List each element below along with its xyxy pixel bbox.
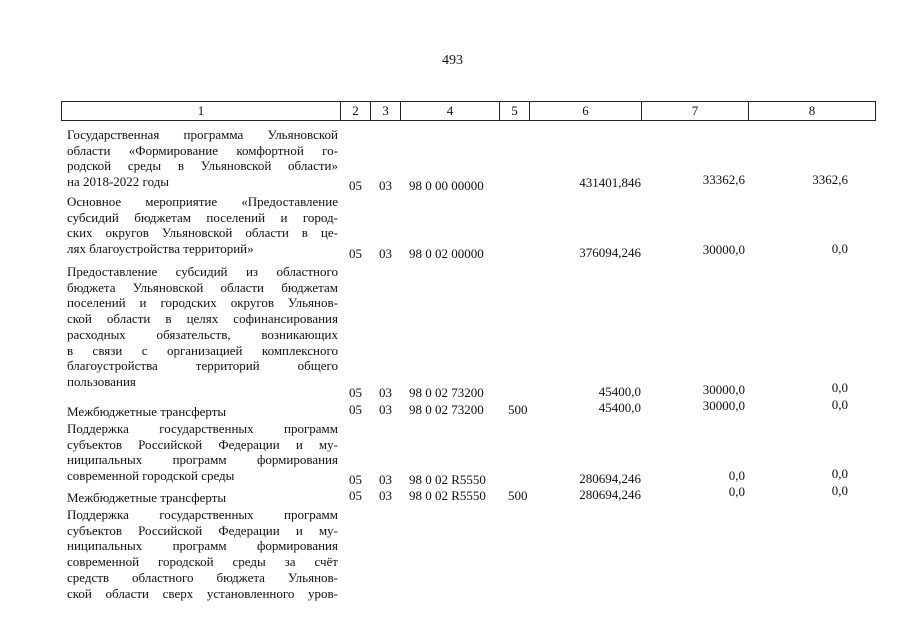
cell-csr: 98 0 02 R5550 [409, 472, 486, 487]
cell-csr: 98 0 02 73200 [409, 402, 484, 417]
cell-col8: 0,0 [831, 466, 848, 481]
table-header [61, 101, 876, 121]
description-line: современной городской среды [67, 468, 235, 484]
header-col-3: 3 [371, 102, 401, 120]
cell-col6: 376094,246 [579, 245, 641, 260]
description-line: субъектов Российской Федерации и му- [67, 436, 338, 452]
cell-rz: 05 [349, 488, 362, 503]
cell-csr: 98 0 02 00000 [409, 246, 484, 261]
cell-pr: 03 [379, 178, 392, 193]
cell-rz: 05 [349, 178, 362, 193]
cell-pr: 03 [379, 246, 392, 261]
table-row-description [67, 507, 338, 601]
header-col-4: 4 [401, 102, 500, 120]
cell-pr: 03 [379, 402, 392, 417]
description-line: ниципальных программ формирования [67, 538, 338, 554]
cell-col7: 30000,0 [702, 382, 745, 397]
table-row-description [67, 490, 338, 506]
cell-rz: 05 [349, 385, 362, 400]
description-line: Поддержка государственных программ [67, 421, 338, 436]
cell-csr: 98 0 02 73200 [409, 385, 484, 400]
description-line: бюджета Ульяновской области бюджетам [67, 279, 338, 295]
cell-csr: 98 0 02 R5550 [409, 488, 486, 503]
description-line: ских округов Ульяновской области в це- [67, 225, 338, 241]
cell-csr: 98 0 00 00000 [409, 178, 484, 193]
cell-rz: 05 [349, 246, 362, 261]
header-col-5: 5 [500, 102, 530, 120]
cell-col6: 431401,846 [579, 175, 641, 190]
description-line: ниципальных программ формирования [67, 452, 338, 468]
description-line: субъектов Российской Федерации и му- [67, 522, 338, 538]
description-line: в связи с организацией комплексного [67, 342, 338, 358]
header-col-2: 2 [341, 102, 371, 120]
description-line: поселений и городских округов Ульянов- [67, 295, 338, 311]
cell-pr: 03 [379, 472, 392, 487]
cell-col7: 33362,6 [702, 172, 745, 187]
cell-rz: 05 [349, 472, 362, 487]
header-col-6: 6 [530, 102, 642, 120]
table-row-description [67, 421, 338, 484]
description-line: ской области сверх установленного уров- [67, 585, 338, 601]
cell-col6: 280694,246 [579, 487, 641, 502]
cell-pr: 03 [379, 385, 392, 400]
cell-vr: 500 [508, 488, 528, 503]
page-number: 493 [442, 53, 463, 68]
cell-pr: 03 [379, 488, 392, 503]
cell-rz: 05 [349, 402, 362, 417]
cell-col6: 45400,0 [598, 384, 641, 399]
table-row-description [67, 264, 338, 390]
description-line: на 2018-2022 годы [67, 174, 170, 190]
table-row-description [67, 404, 338, 420]
header-col-8: 8 [808, 103, 816, 118]
header-col-7: 7 [642, 102, 749, 120]
cell-col8: 0,0 [831, 397, 848, 412]
description-line: области «Формирование комфортной го- [67, 142, 338, 158]
table-row-description [67, 194, 338, 257]
cell-col6: 45400,0 [598, 400, 641, 415]
description-line: средств областного бюджета Ульянов- [67, 569, 338, 585]
description-line: родской среды в Ульяновской области» [67, 158, 338, 174]
description-line: Основное мероприятие «Предоставление [67, 194, 338, 209]
description-line: ской области в целях софинансирования [67, 311, 338, 327]
cell-col7: 0,0 [728, 468, 745, 483]
description-line: современной городской среды за счёт [67, 554, 338, 570]
cell-col7: 0,0 [728, 484, 745, 499]
description-line: Предоставление субсидий из областного [67, 264, 338, 279]
cell-col8: 0,0 [831, 241, 848, 256]
cell-vr: 500 [508, 402, 528, 417]
table-row-description [67, 127, 338, 190]
description-line: благоустройства территорий общего [67, 358, 338, 374]
description-line: пользования [67, 373, 136, 389]
description-line: Межбюджетные трансферты [67, 404, 227, 419]
description-line: Межбюджетные трансферты [67, 490, 227, 505]
cell-col6: 280694,246 [579, 471, 641, 486]
cell-col7: 30000,0 [702, 242, 745, 257]
header-col-1: 1 [62, 102, 341, 120]
description-line: лях благоустройства территорий» [67, 241, 254, 257]
description-line: Государственная программа Ульяновской [67, 127, 338, 142]
cell-col8: 3362,6 [812, 172, 848, 187]
description-line: субсидий бюджетам поселений и город- [67, 209, 338, 225]
cell-col8: 0,0 [831, 380, 848, 395]
cell-col7: 30000,0 [702, 398, 745, 413]
cell-col8: 0,0 [831, 483, 848, 498]
description-line: Поддержка государственных программ [67, 507, 338, 522]
description-line: расходных обязательств, возникающих [67, 326, 338, 342]
